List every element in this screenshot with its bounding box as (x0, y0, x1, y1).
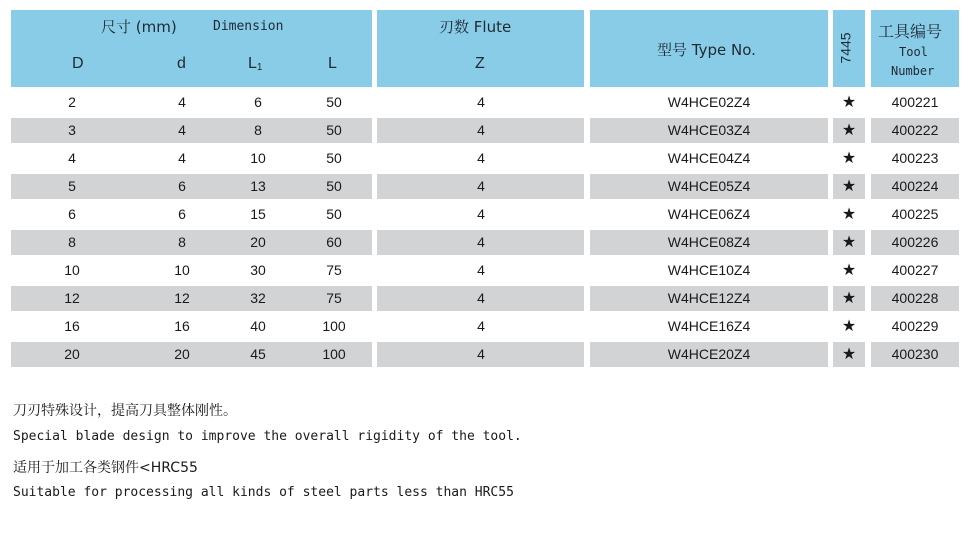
cell-L: 50 (326, 206, 342, 222)
note-line2-en: Suitable for processing all kinds of steel parts less than HRC55 (13, 485, 514, 500)
type-label: 型号 Type No. (657, 41, 756, 59)
cell-mark: ★ (841, 318, 857, 335)
cell-D: 8 (68, 234, 76, 250)
cell-Z: 4 (477, 94, 485, 110)
cell-L1: 32 (250, 290, 266, 306)
cell-d: 12 (174, 290, 190, 306)
cell-D: 6 (68, 206, 76, 222)
cell-type: W4HCE08Z4 (667, 234, 751, 250)
cell-tool: 400228 (891, 290, 939, 306)
cell-Z: 4 (477, 346, 485, 362)
cell-tool: 400226 (891, 234, 939, 250)
cell-tool: 400222 (891, 122, 939, 138)
cell-type: W4HCE20Z4 (667, 346, 751, 362)
cell-Z: 4 (477, 318, 485, 334)
col-header-L1-sub: 1 (256, 62, 263, 73)
cell-d: 16 (174, 318, 190, 334)
cell-d: 4 (178, 150, 186, 166)
dimension-zh-label: 尺寸 (mm) (101, 18, 177, 36)
cell-D: 10 (64, 262, 80, 278)
cell-L: 100 (322, 346, 346, 362)
cell-D: 3 (68, 122, 76, 138)
cell-D: 16 (64, 318, 80, 334)
note-line2-zh: 适用于加工各类钢件<HRC55 (13, 460, 198, 476)
cell-tool: 400230 (891, 346, 939, 362)
flute-label: 刃数 Flute (439, 18, 512, 36)
dimension-en-label: Dimension (213, 19, 284, 34)
cell-d: 6 (178, 206, 186, 222)
col-header-L: L (328, 55, 337, 72)
col-header-L1-main: L (248, 55, 257, 72)
col-header-d: d (177, 55, 186, 72)
cell-Z: 4 (477, 206, 485, 222)
header-type (590, 10, 828, 87)
tool-en-label-2: Number (891, 64, 935, 78)
cell-L1: 20 (250, 234, 266, 250)
header-tool-number (871, 10, 959, 87)
cell-Z: 4 (477, 290, 485, 306)
cell-tool: 400225 (891, 206, 939, 222)
flute-sub-label: Z (475, 55, 485, 72)
cell-tool: 400227 (891, 262, 939, 278)
cell-type: W4HCE16Z4 (667, 318, 751, 334)
cell-Z: 4 (477, 234, 485, 250)
cell-D: 2 (68, 94, 76, 110)
series-code-label: 7445 (837, 32, 854, 64)
cell-tool: 400221 (891, 94, 939, 110)
cell-D: 20 (64, 346, 80, 362)
cell-D: 12 (64, 290, 80, 306)
cell-L: 50 (326, 122, 342, 138)
cell-L: 75 (326, 290, 342, 306)
cell-mark: ★ (841, 290, 857, 307)
col-header-D: D (72, 55, 84, 72)
cell-type: W4HCE04Z4 (667, 150, 751, 166)
header-flute (377, 10, 584, 87)
cell-mark: ★ (841, 234, 857, 251)
cell-L: 50 (326, 150, 342, 166)
cell-mark: ★ (841, 94, 857, 111)
tool-en-label-1: Tool (899, 45, 928, 59)
cell-mark: ★ (841, 122, 857, 139)
cell-D: 4 (68, 150, 76, 166)
tool-zh-label: 工具编号 (878, 22, 943, 41)
note-line1-en: Special blade design to improve the overall rigidity of the tool. (13, 429, 522, 444)
cell-d: 4 (178, 122, 186, 138)
cell-type: W4HCE12Z4 (667, 290, 751, 306)
cell-Z: 4 (477, 122, 485, 138)
cell-type: W4HCE02Z4 (667, 94, 751, 110)
cell-mark: ★ (841, 346, 857, 363)
cell-Z: 4 (477, 262, 485, 278)
cell-D: 5 (68, 178, 76, 194)
cell-d: 10 (174, 262, 190, 278)
cell-Z: 4 (477, 150, 485, 166)
header-dimension (11, 10, 372, 87)
cell-Z: 4 (477, 178, 485, 194)
cell-d: 6 (178, 178, 186, 194)
cell-L1: 15 (250, 206, 266, 222)
cell-tool: 400223 (891, 150, 939, 166)
cell-tool: 400224 (891, 178, 939, 194)
note-line1-zh: 刀刃特殊设计，提高刀具整体刚性。 (13, 403, 237, 419)
cell-L: 50 (326, 94, 342, 110)
cell-mark: ★ (841, 206, 857, 223)
cell-d: 4 (178, 94, 186, 110)
cell-type: W4HCE05Z4 (667, 178, 751, 194)
col-header-L1 (248, 55, 262, 73)
cell-tool: 400229 (891, 318, 939, 334)
cell-L1: 6 (254, 94, 262, 110)
header-series (833, 10, 865, 87)
cell-mark: ★ (841, 150, 857, 167)
cell-L: 60 (326, 234, 342, 250)
cell-mark: ★ (841, 262, 857, 279)
cell-L1: 13 (250, 178, 266, 194)
cell-type: W4HCE10Z4 (667, 262, 751, 278)
cell-L1: 8 (254, 122, 262, 138)
cell-L1: 45 (250, 346, 266, 362)
cell-type: W4HCE06Z4 (667, 206, 751, 222)
cell-L1: 40 (250, 318, 266, 334)
cell-mark: ★ (841, 178, 857, 195)
cell-d: 20 (174, 346, 190, 362)
cell-d: 8 (178, 234, 186, 250)
cell-L1: 30 (250, 262, 266, 278)
cell-L: 100 (322, 318, 346, 334)
cell-L1: 10 (250, 150, 266, 166)
cell-L: 75 (326, 262, 342, 278)
cell-type: W4HCE03Z4 (667, 122, 751, 138)
cell-L: 50 (326, 178, 342, 194)
